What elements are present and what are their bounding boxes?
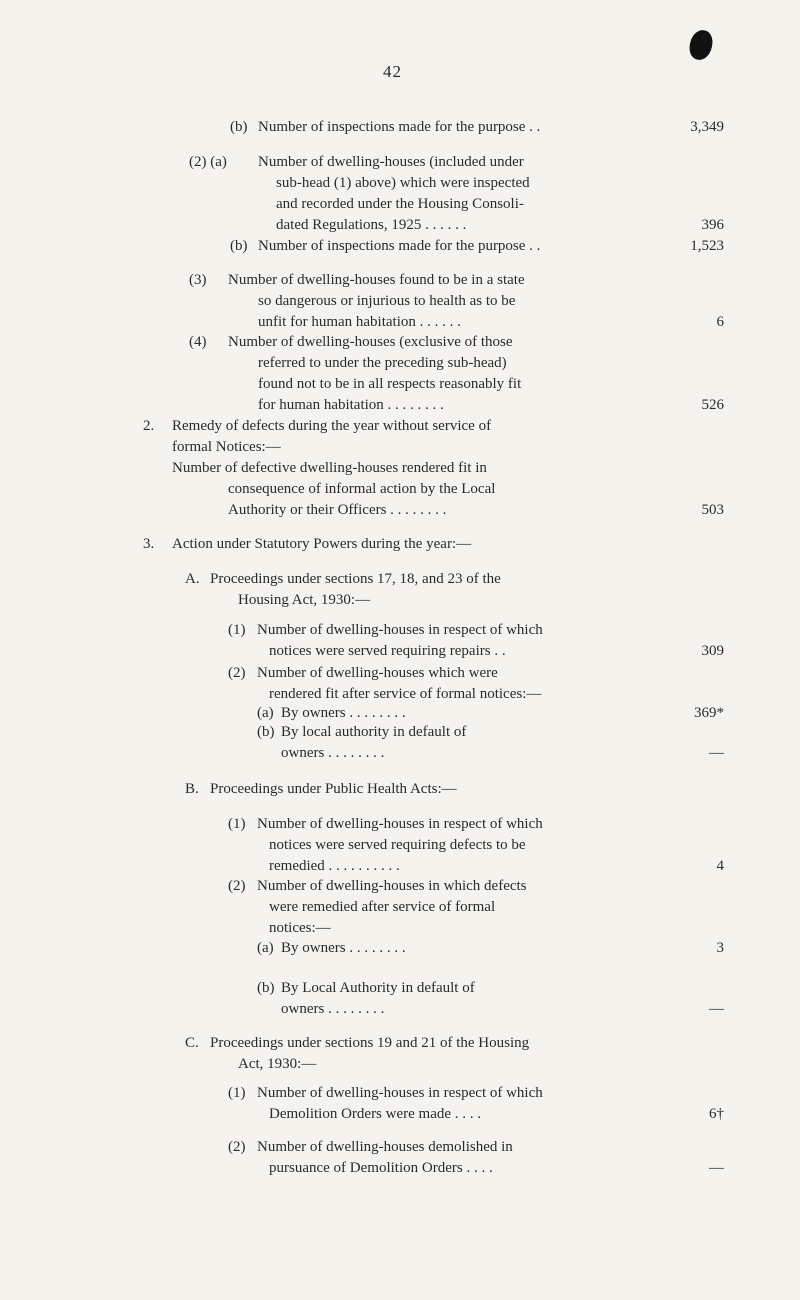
- report-item: [0, 117, 724, 138]
- item-value: 309: [701, 643, 724, 659]
- item-text-line: unfit for human habitation . . . . . .: [258, 314, 461, 330]
- item-value: 396: [701, 217, 724, 233]
- item-text-line: Number of dwelling-houses in which defects: [257, 878, 527, 894]
- item-label: (3): [189, 272, 207, 288]
- report-item: [0, 458, 724, 521]
- item-text-line: found not to be in all respects reasonably fit: [258, 376, 522, 392]
- item-value: 4: [716, 858, 724, 874]
- item-text-line: Number of dwelling-houses demolished in: [257, 1139, 513, 1155]
- item-text-line: remedied . . . . . . . . . .: [269, 858, 400, 874]
- item-text-line: were remedied after service of formal: [269, 899, 496, 915]
- report-item: [0, 620, 724, 662]
- item-text-line: consequence of informal action by the Local: [228, 481, 496, 497]
- item-text-line: By Local Authority in default of: [281, 980, 475, 996]
- item-label: (2): [228, 665, 246, 681]
- item-text-line: Number of dwelling-houses in respect of which: [257, 622, 543, 638]
- report-item: [0, 703, 724, 724]
- item-value: 6†: [709, 1106, 724, 1122]
- item-text-line: and recorded under the Housing Consoli-: [276, 196, 524, 212]
- item-label: C.: [185, 1035, 199, 1051]
- report-item: [0, 814, 724, 877]
- item-text-line: owners . . . . . . . .: [281, 745, 385, 761]
- item-label: (1): [228, 816, 246, 832]
- report-item: [0, 416, 724, 458]
- report-item: [0, 1083, 724, 1125]
- report-item: [0, 270, 724, 333]
- report-item: [0, 876, 724, 939]
- item-label: A.: [185, 571, 200, 587]
- report-item: [0, 152, 724, 236]
- item-text-line: Number of dwelling-houses which were: [257, 665, 498, 681]
- item-text-line: Proceedings under sections 17, 18, and 23 of the: [210, 571, 501, 587]
- report-item: [0, 978, 724, 1020]
- item-label: B.: [185, 781, 199, 797]
- item-text-line: Number of inspections made for the purpose . .: [258, 119, 541, 135]
- item-text-line: formal Notices:—: [172, 439, 281, 455]
- item-text-line: notices:—: [269, 920, 331, 936]
- item-text-line: Number of inspections made for the purpose . .: [258, 238, 541, 254]
- item-label: (b): [257, 724, 275, 740]
- item-label: 2.: [143, 418, 155, 434]
- item-label: (2): [228, 878, 246, 894]
- item-text-line: dated Regulations, 1925 . . . . . .: [276, 217, 467, 233]
- item-text-line: sub-head (1) above) which were inspected: [276, 175, 530, 191]
- ink-blot-mark: [687, 28, 715, 62]
- item-value: 3,349: [690, 119, 724, 135]
- item-value: —: [709, 1160, 724, 1176]
- item-text-line: Act, 1930:—: [238, 1056, 317, 1072]
- item-value: 369*: [694, 705, 724, 721]
- page-number: 42: [383, 62, 402, 81]
- item-text-line: By local authority in default of: [281, 724, 467, 740]
- item-label: 3.: [143, 536, 155, 552]
- report-item: [0, 663, 724, 705]
- report-item: [0, 534, 724, 555]
- report-item: [0, 779, 724, 800]
- report-item: [0, 1033, 724, 1075]
- item-text-line: Number of dwelling-houses in respect of which: [257, 816, 543, 832]
- item-text-line: Demolition Orders were made . . . .: [269, 1106, 482, 1122]
- item-text-line: Proceedings under Public Health Acts:—: [210, 781, 457, 797]
- item-value: —: [709, 745, 724, 761]
- report-item: [0, 1137, 724, 1179]
- item-text-line: Authority or their Officers . . . . . . . .: [228, 502, 447, 518]
- item-text-line: Remedy of defects during the year without service of: [172, 418, 492, 434]
- item-text-line: owners . . . . . . . .: [281, 1001, 385, 1017]
- item-value: —: [709, 1001, 724, 1017]
- item-label: (b): [230, 238, 248, 254]
- item-text-line: Number of dwelling-houses (exclusive of those: [228, 334, 513, 350]
- item-value: 526: [701, 397, 724, 413]
- report-item: [0, 569, 724, 611]
- item-text-line: Number of defective dwelling-houses rendered fit in: [172, 460, 487, 476]
- item-text-line: Housing Act, 1930:—: [238, 592, 371, 608]
- report-item: [0, 332, 724, 416]
- item-text-line: Number of dwelling-houses found to be in a state: [228, 272, 525, 288]
- item-text-line: By owners . . . . . . . .: [281, 940, 406, 956]
- item-label: (2): [228, 1139, 246, 1155]
- item-text-line: Number of dwelling-houses (included under: [258, 154, 524, 170]
- report-item: [0, 938, 724, 959]
- item-label: (1): [228, 1085, 246, 1101]
- item-text-line: rendered fit after service of formal notices:—: [269, 686, 542, 702]
- item-label: (a): [257, 940, 274, 956]
- item-text-line: referred to under the preceding sub-head): [258, 355, 507, 371]
- item-value: 6: [716, 314, 724, 330]
- report-item: [0, 722, 724, 764]
- item-value: 3: [716, 940, 724, 956]
- item-value: 1,523: [690, 238, 724, 254]
- item-label: (b): [230, 119, 248, 135]
- item-label: (4): [189, 334, 207, 350]
- item-text-line: pursuance of Demolition Orders . . . .: [269, 1160, 493, 1176]
- item-text-line: notices were served requiring defects to be: [269, 837, 526, 853]
- item-text-line: Proceedings under sections 19 and 21 of the Housing: [210, 1035, 530, 1051]
- item-text-line: for human habitation . . . . . . . .: [258, 397, 444, 413]
- item-label: (2) (a): [189, 154, 227, 170]
- item-text-line: so dangerous or injurious to health as to be: [258, 293, 516, 309]
- item-value: 503: [701, 502, 724, 518]
- item-label: (1): [228, 622, 246, 638]
- item-label: (b): [257, 980, 275, 996]
- item-text-line: notices were served requiring repairs . .: [269, 643, 506, 659]
- item-text-line: Action under Statutory Powers during the year:—: [172, 536, 472, 552]
- item-text-line: By owners . . . . . . . .: [281, 705, 406, 721]
- item-text-line: Number of dwelling-houses in respect of which: [257, 1085, 543, 1101]
- item-label: (a): [257, 705, 274, 721]
- report-item: [0, 236, 724, 257]
